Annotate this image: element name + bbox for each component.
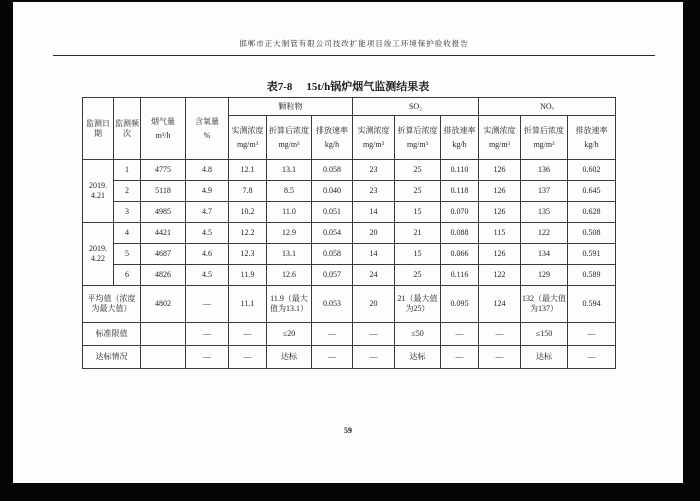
table-cell: 23 xyxy=(353,181,395,202)
subheader-label: 实测浓度 xyxy=(357,125,390,135)
table-cell: 14 xyxy=(353,202,395,223)
table-cell: 0.088 xyxy=(441,223,479,244)
subheader-label: 实测浓度 xyxy=(231,125,264,135)
subheader-unit: mg/m³ xyxy=(278,139,300,149)
table-cell: 122 xyxy=(521,223,568,244)
table-cell: 0.058 xyxy=(312,244,353,265)
table-cell: 126 xyxy=(479,181,521,202)
freq-cell: 6 xyxy=(114,265,141,286)
table-cell: 12.6 xyxy=(267,265,312,286)
table-row xyxy=(83,265,616,286)
table-cell: 0.040 xyxy=(312,181,353,202)
table-cell: 0.645 xyxy=(568,181,616,202)
table-cell: — xyxy=(479,323,521,346)
table-cell: 0.591 xyxy=(568,244,616,265)
subheader-so2-rate xyxy=(441,116,479,160)
table-cell: 129 xyxy=(521,265,568,286)
table-cell: 5118 xyxy=(141,181,186,202)
table-cell: 122 xyxy=(479,265,521,286)
table-cell: 136 xyxy=(521,160,568,181)
table-cell: ≤50 xyxy=(395,323,441,346)
table-cell: — xyxy=(353,346,395,369)
table-cell: 0.118 xyxy=(441,181,479,202)
subheader-label: 实测浓度 xyxy=(483,125,516,135)
table-cell: 4.5 xyxy=(186,223,229,244)
col-header-frequency: 监测频次 xyxy=(114,98,141,160)
table-cell: 4.9 xyxy=(186,181,229,202)
table-cell: 11.9 xyxy=(229,265,267,286)
compliance-row xyxy=(83,346,616,369)
table-row xyxy=(83,244,616,265)
table-cell: 达标 xyxy=(395,346,441,369)
table-cell: 4802 xyxy=(141,286,186,323)
date-line1: 2019. xyxy=(89,244,107,253)
group-header-so2: SO₂ xyxy=(353,98,479,116)
table-cell: 25 xyxy=(395,160,441,181)
subheader-nox-rate xyxy=(568,116,616,160)
table-cell: 0.508 xyxy=(568,223,616,244)
group-header-nox: NOₓ xyxy=(479,98,616,116)
standard-limit-row xyxy=(83,323,616,346)
table-cell: 24 xyxy=(353,265,395,286)
average-row xyxy=(83,286,616,323)
table-row xyxy=(83,202,616,223)
date-line2: 4.22 xyxy=(91,254,105,263)
table-cell: 0.095 xyxy=(441,286,479,323)
table-cell: 0.066 xyxy=(441,244,479,265)
subheader-label: 排放速率 xyxy=(443,125,476,135)
table-cell: — xyxy=(353,323,395,346)
table-cell: 137 xyxy=(521,181,568,202)
table-cell: — xyxy=(229,323,267,346)
subheader-nox-measured xyxy=(479,116,521,160)
table-cell: 135 xyxy=(521,202,568,223)
table-cell: 12.9 xyxy=(267,223,312,244)
subheader-so2-converted xyxy=(395,116,441,160)
table-cell: 12.1 xyxy=(229,160,267,181)
table-cell: — xyxy=(568,346,616,369)
table-cell: — xyxy=(479,346,521,369)
table-cell: 达标 xyxy=(521,346,568,369)
table-cell: 21 xyxy=(395,223,441,244)
table-cell: 4775 xyxy=(141,160,186,181)
table-cell: 0.594 xyxy=(568,286,616,323)
table-cell: 0.058 xyxy=(312,160,353,181)
group-header-particulate: 颗粒物 xyxy=(229,98,353,116)
table-cell: — xyxy=(312,346,353,369)
table-cell: 0.589 xyxy=(568,265,616,286)
subheader-unit: kg/h xyxy=(452,139,467,149)
compliance-label: 达标情况 xyxy=(83,346,141,369)
subheader-pm-rate xyxy=(312,116,353,160)
table-cell: 126 xyxy=(479,202,521,223)
subheader-label: 排放速率 xyxy=(316,125,348,135)
table-cell: 0.070 xyxy=(441,202,479,223)
table-cell: 134 xyxy=(521,244,568,265)
subheader-label: 折算后浓度 xyxy=(397,125,438,135)
table-cell: 11.0 xyxy=(267,202,312,223)
date-cell xyxy=(83,223,114,286)
subheader-label: 折算后浓度 xyxy=(269,125,309,135)
standard-limit-label: 标准限值 xyxy=(83,323,141,346)
table-cell: 0.057 xyxy=(312,265,353,286)
table-caption xyxy=(13,78,683,94)
table-cell: 11.1 xyxy=(229,286,267,323)
table-row xyxy=(83,223,616,244)
table-cell: 4985 xyxy=(141,202,186,223)
subheader-label: 排放速率 xyxy=(575,125,608,135)
document-page xyxy=(13,2,683,483)
freq-cell: 1 xyxy=(114,160,141,181)
subheader-pm-measured xyxy=(229,116,267,160)
table-cell: 115 xyxy=(479,223,521,244)
subheader-unit: mg/m³ xyxy=(533,139,555,149)
table-cell: 20 xyxy=(353,286,395,323)
subheader-unit: kg/h xyxy=(324,139,340,149)
table-cell: 11.9（最大值为13.1） xyxy=(267,286,312,323)
table-cell: 126 xyxy=(479,160,521,181)
subheader-unit: mg/m³ xyxy=(406,139,429,149)
freq-cell: 5 xyxy=(114,244,141,265)
table-cell: 0.054 xyxy=(312,223,353,244)
table-cell: 15 xyxy=(395,244,441,265)
col-header-oxygen xyxy=(186,98,229,160)
table-cell: 21（最大值为25） xyxy=(395,286,441,323)
table-cell: 20 xyxy=(353,223,395,244)
table-cell: 10.2 xyxy=(229,202,267,223)
freq-cell: 4 xyxy=(114,223,141,244)
date-cell xyxy=(83,160,114,223)
table-cell: 4.6 xyxy=(186,244,229,265)
col-header-flue-gas-unit: m³/h xyxy=(155,130,171,140)
table-cell: 25 xyxy=(395,265,441,286)
date-line1: 2019. xyxy=(89,181,107,190)
table-cell: 0.110 xyxy=(441,160,479,181)
table-caption-label: 表7-8 xyxy=(266,81,293,93)
freq-cell: 3 xyxy=(114,202,141,223)
freq-cell: 2 xyxy=(114,181,141,202)
table-cell: — xyxy=(229,346,267,369)
table-cell: 4826 xyxy=(141,265,186,286)
table-cell: 13.1 xyxy=(267,244,312,265)
table-cell: ≤20 xyxy=(267,323,312,346)
col-header-date: 监测日期 xyxy=(83,98,114,160)
date-line2: 4.21 xyxy=(91,191,105,200)
table-cell: 126 xyxy=(479,244,521,265)
table-cell: 0.053 xyxy=(312,286,353,323)
table-cell: 4.8 xyxy=(186,160,229,181)
col-header-flue-gas xyxy=(141,98,186,160)
table-cell: — xyxy=(186,323,229,346)
table-cell: 14 xyxy=(353,244,395,265)
table-cell xyxy=(141,346,186,369)
monitoring-results-table xyxy=(82,97,616,369)
table-cell: 13.1 xyxy=(267,160,312,181)
table-cell: 4421 xyxy=(141,223,186,244)
subheader-so2-measured xyxy=(353,116,395,160)
subheader-unit: mg/m³ xyxy=(362,139,385,149)
subheader-nox-converted xyxy=(521,116,568,160)
table-cell: 0.051 xyxy=(312,202,353,223)
table-cell: 0.628 xyxy=(568,202,616,223)
table-cell: 达标 xyxy=(267,346,312,369)
table-caption-title: 15t/h锅炉烟气监测结果表 xyxy=(306,81,430,93)
table-cell: 15 xyxy=(395,202,441,223)
average-row-label: 平均值（浓度为最大值） xyxy=(83,286,141,323)
table-cell: 132（最大值为137） xyxy=(521,286,568,323)
subheader-unit: mg/m³ xyxy=(236,139,259,149)
table-cell: 4687 xyxy=(141,244,186,265)
subheader-unit: kg/h xyxy=(584,139,599,149)
table-cell: 25 xyxy=(395,181,441,202)
table-row xyxy=(83,160,616,181)
table-cell: — xyxy=(186,286,229,323)
table-cell: — xyxy=(441,346,479,369)
page-header-text: 邯郸市正大制管有限公司技改扩能项目竣工环境保护验收报告 xyxy=(239,39,469,48)
table-cell: 8.5 xyxy=(267,181,312,202)
table-cell: — xyxy=(441,323,479,346)
table-cell: 0.116 xyxy=(441,265,479,286)
table-cell: ≤150 xyxy=(521,323,568,346)
page-number: 59 xyxy=(344,426,352,435)
page-header xyxy=(53,38,655,56)
table-cell: 124 xyxy=(479,286,521,323)
table-cell: 0.602 xyxy=(568,160,616,181)
table-cell: 23 xyxy=(353,160,395,181)
col-header-flue-gas-name: 烟气量 xyxy=(151,116,175,126)
table-cell: 4.5 xyxy=(186,265,229,286)
table-cell: — xyxy=(312,323,353,346)
table-cell: — xyxy=(568,323,616,346)
subheader-label: 折算后浓度 xyxy=(524,125,564,135)
table-cell: 7.8 xyxy=(229,181,267,202)
table-cell: 12.2 xyxy=(229,223,267,244)
col-header-oxygen-unit: % xyxy=(203,130,211,140)
table-cell: 12.3 xyxy=(229,244,267,265)
subheader-unit: mg/m³ xyxy=(488,139,511,149)
subheader-pm-converted xyxy=(267,116,312,160)
table-cell: 4.7 xyxy=(186,202,229,223)
table-cell xyxy=(141,323,186,346)
table-cell: — xyxy=(186,346,229,369)
table-row xyxy=(83,181,616,202)
col-header-oxygen-name: 含氧量 xyxy=(195,116,219,126)
